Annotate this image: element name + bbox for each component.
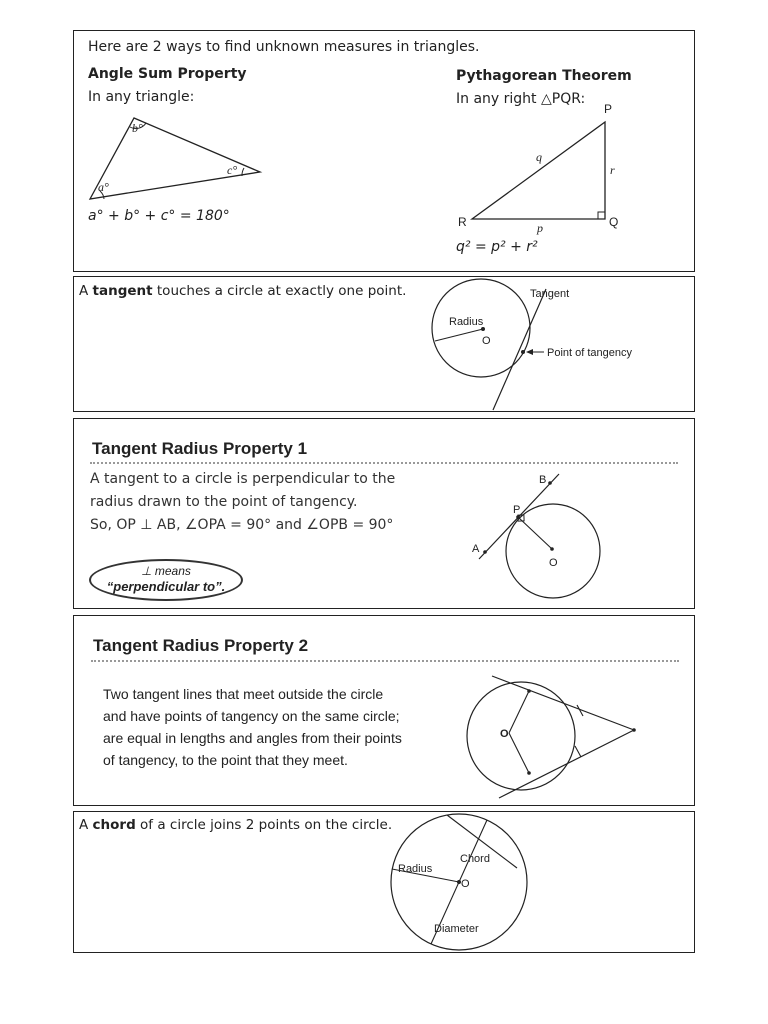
tangent-box bbox=[73, 276, 695, 412]
chord-text-post: of a circle joins 2 points on the circle. bbox=[135, 817, 393, 833]
point-b bbox=[548, 481, 552, 485]
center-o-label: O bbox=[500, 728, 509, 740]
chord-term: chord bbox=[92, 817, 136, 833]
pythagoras-subtitle: In any right △PQR: bbox=[456, 91, 586, 107]
triangles-diagram bbox=[74, 31, 694, 271]
diameter-label: Diameter bbox=[434, 923, 479, 935]
angle-sum-title: Angle Sum Property bbox=[88, 66, 247, 82]
center-label: O bbox=[482, 335, 491, 347]
radius-op-line bbox=[518, 517, 552, 549]
property2-circle bbox=[467, 682, 575, 790]
pqr-triangle bbox=[472, 122, 605, 219]
point-a bbox=[483, 550, 487, 554]
vertex-r-label: R bbox=[458, 215, 467, 229]
tangency-point-lower bbox=[527, 771, 531, 775]
property1-title: Tangent Radius Property 1 bbox=[92, 439, 308, 458]
tangency-label: Point of tangency bbox=[547, 347, 633, 359]
angle-sum-formula: a° + b° + c° = 180° bbox=[88, 208, 230, 224]
tangency-point bbox=[521, 350, 525, 354]
property1-line-2: radius drawn to the point of tangency. bbox=[90, 494, 358, 510]
property2-title: Tangent Radius Property 2 bbox=[93, 636, 309, 655]
pythagoras-formula: q² = p² + r² bbox=[456, 239, 538, 255]
label-o: O bbox=[549, 557, 558, 569]
tangent-text-pre: A bbox=[79, 283, 93, 299]
upper-tangent-line bbox=[492, 676, 634, 730]
radius-line bbox=[435, 329, 483, 341]
property2-box bbox=[73, 615, 695, 806]
angle-b-label: b° bbox=[132, 121, 143, 135]
side-r-label: r bbox=[610, 163, 615, 177]
vertex-q-label: Q bbox=[609, 215, 619, 229]
property2-line-3: are equal in lengths and angles from their points bbox=[103, 730, 402, 746]
label-p: P bbox=[513, 504, 521, 516]
property2-line-2: and have points of tangency on the same circle; bbox=[103, 708, 400, 724]
upper-radius-line bbox=[509, 691, 529, 733]
tangent-text-post: touches a circle at exactly one point. bbox=[152, 283, 407, 299]
side-p-label: p bbox=[537, 221, 543, 235]
note-line-2: “perpendicular to”. bbox=[106, 579, 226, 594]
lower-tick-mark bbox=[575, 746, 581, 757]
property1-line-3: So, OP ⊥ AB, ∠OPA = 90° and ∠OPB = 90° bbox=[90, 517, 394, 533]
angle-sum-subtitle: In any triangle: bbox=[88, 89, 195, 105]
angle-c-label: c° bbox=[227, 163, 238, 177]
side-q-label: q bbox=[536, 150, 542, 164]
lower-tangent-line bbox=[499, 730, 634, 798]
tangent-diagram bbox=[74, 277, 694, 411]
property2-line-4: of tangency, to the point that they meet. bbox=[103, 752, 348, 768]
triangles-box bbox=[73, 30, 695, 272]
property1-circle bbox=[506, 504, 600, 598]
angle-sum-triangle bbox=[90, 118, 260, 199]
tangent-circle bbox=[432, 279, 530, 377]
tangent-term: tangent bbox=[92, 283, 153, 299]
radius-label: Radius bbox=[398, 863, 433, 875]
property1-diagram bbox=[74, 419, 694, 608]
chord-label: Chord bbox=[460, 853, 490, 865]
meeting-point bbox=[632, 728, 636, 732]
note-line-1: ⊥ means bbox=[141, 564, 191, 578]
center-label: O bbox=[461, 878, 470, 890]
radius-label: Radius bbox=[449, 316, 484, 328]
tangency-point-upper bbox=[527, 689, 531, 693]
label-a: A bbox=[472, 543, 480, 555]
chord-diagram bbox=[74, 812, 694, 952]
right-angle-marker bbox=[598, 212, 605, 219]
property1-box bbox=[73, 418, 695, 609]
label-b: B bbox=[539, 474, 547, 486]
chord-text-pre: A bbox=[79, 817, 93, 833]
angle-a-label: a° bbox=[98, 180, 109, 194]
point-o bbox=[550, 547, 554, 551]
tangent-line bbox=[493, 289, 546, 410]
intro-text: Here are 2 ways to find unknown measures in triangles. bbox=[88, 39, 480, 55]
tangent-label: Tangent bbox=[530, 288, 570, 300]
property2-line-1: Two tangent lines that meet outside the circle bbox=[103, 686, 384, 702]
vertex-p-label: P bbox=[604, 102, 613, 116]
chord-box bbox=[73, 811, 695, 953]
arrow-head bbox=[526, 349, 533, 355]
property1-line-1: A tangent to a circle is perpendicular to the bbox=[90, 471, 396, 487]
property2-diagram bbox=[74, 616, 694, 805]
pythagoras-title: Pythagorean Theorem bbox=[456, 68, 632, 84]
lower-radius-line bbox=[509, 733, 529, 773]
